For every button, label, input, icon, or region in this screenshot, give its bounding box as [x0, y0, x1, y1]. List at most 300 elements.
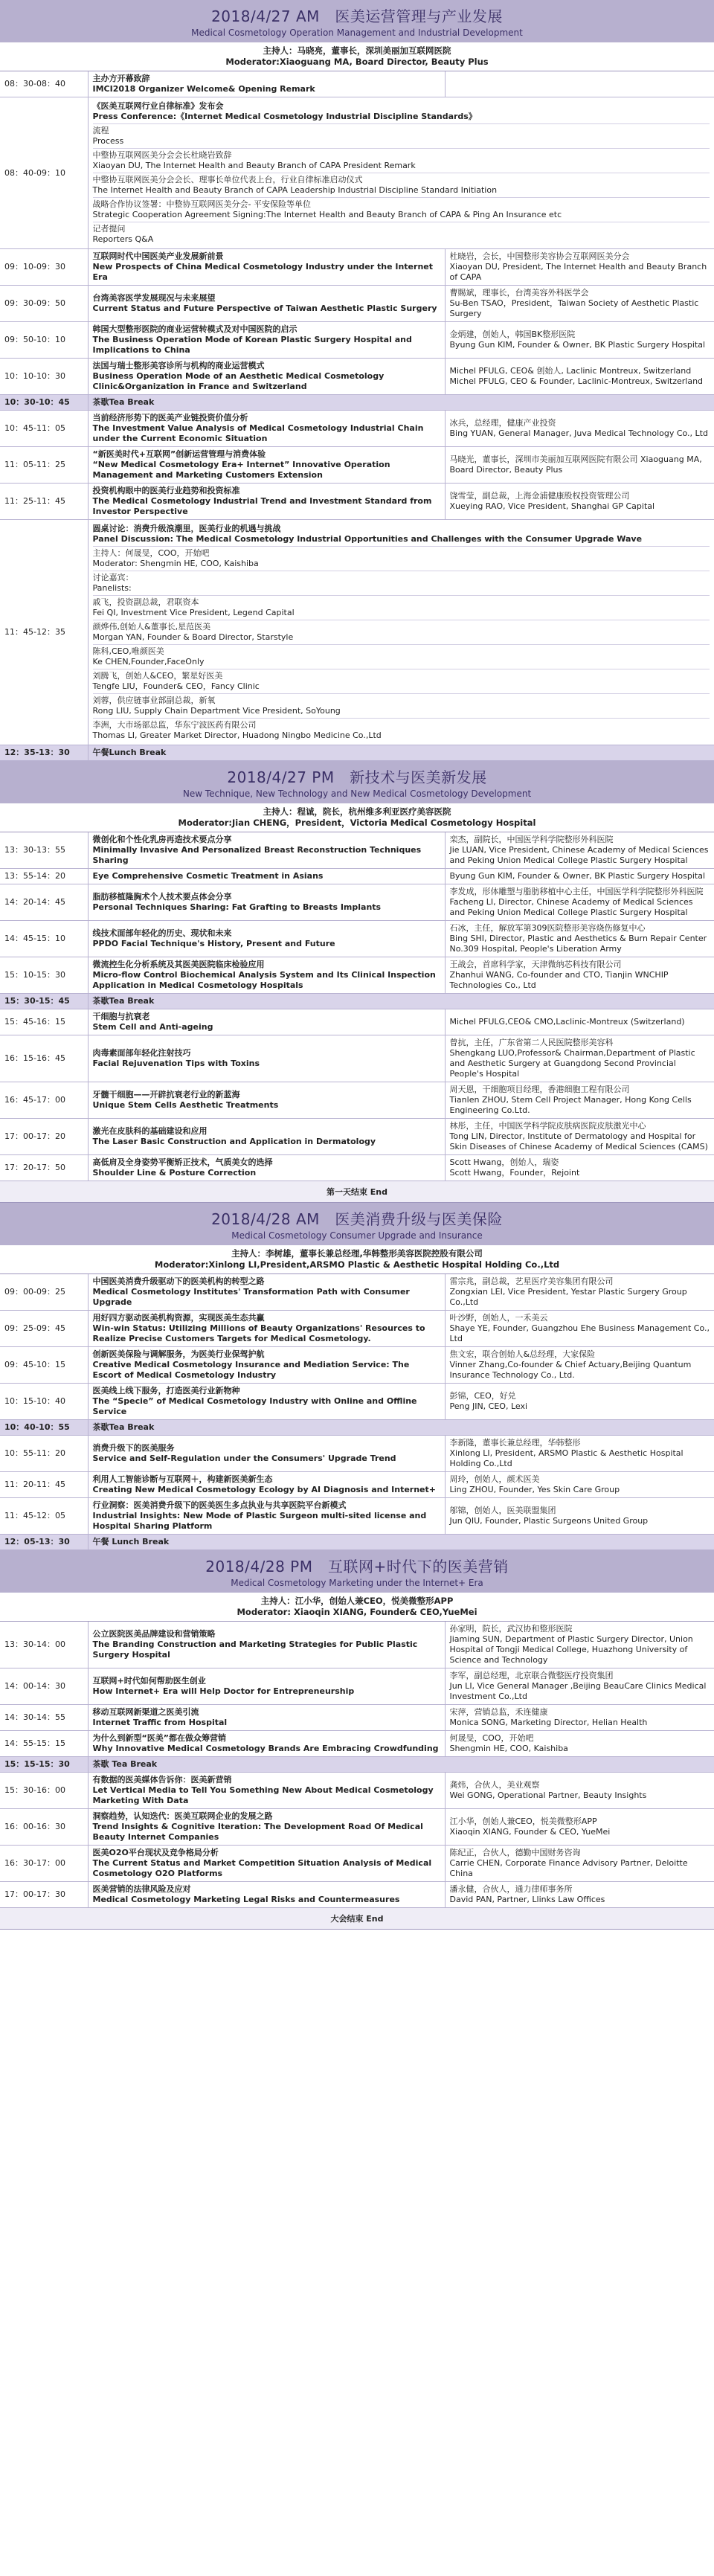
section-subtitle: New Technique, New Technology and New Medical Cosmetology Development — [182, 788, 532, 799]
speaker-line: 李新隆，董事长兼总经理，华韩整形 — [449, 1438, 581, 1448]
topic-line: The Business Operation Mode of Korean Plastic Surgery Hospital and Implications to China — [92, 335, 412, 355]
break-label: 午餐 Lunch Break — [88, 1535, 714, 1550]
topic-line: Personal Techniques Sharing: Fat Grafting to Breasts Implants — [92, 902, 382, 912]
session-speaker — [445, 1082, 714, 1119]
session-row — [0, 884, 714, 921]
topic-line: Business Operation Mode of an Aesthetic Medical Cosmetology Clinic&Organization in France and Switzerland — [92, 371, 385, 391]
session-speaker — [445, 1668, 714, 1705]
session-row — [0, 1274, 714, 1311]
session-row — [0, 411, 714, 447]
sub-item-line: Moderator: Shengmin HE, COO, Kaishiba — [92, 559, 259, 568]
session-topic — [88, 1773, 445, 1809]
speaker-line: Scott Hwang，Founder，Rejoint — [449, 1168, 580, 1178]
speaker-line: Jun LI, Vice General Manager ,Beijing BeauCare Clinics Medical Investment Co.,Ltd — [449, 1681, 707, 1701]
sub-item-line: 中整协互联网医美分会会长、理事长单位代表上台，行业自律标准启动仪式 — [92, 175, 363, 184]
session-topic — [88, 1347, 445, 1384]
topic-line: Medical Cosmetology Institutes' Transformation Path with Consumer Upgrade — [92, 1287, 410, 1307]
sub-item — [93, 149, 710, 173]
session-speaker — [445, 1436, 714, 1472]
session-speaker — [445, 1731, 714, 1757]
speaker-line: 宋萍，营销总监，禾连健康 — [449, 1707, 548, 1717]
time-slot: 15：30-15：45 — [0, 994, 88, 1009]
topic-line: Unique Stem Cells Aesthetic Treatments — [92, 1100, 279, 1110]
topic-line: Industrial Insights: New Mode of Plastic Surgeon multi-sited license and Hospital Sharing Platform — [92, 1511, 427, 1531]
topic-line: 中国医美消费升级驱动下的医美机构的转型之路 — [92, 1276, 265, 1286]
session-row — [0, 286, 714, 322]
speaker-line: Facheng LI, Director, Chinese Academy of Medical Sciences and Peking Union Medical College Plastic Surgery Hospital — [449, 897, 693, 917]
session-speaker — [445, 447, 714, 484]
session-row — [0, 1009, 714, 1035]
session-topic — [88, 1155, 445, 1181]
moderator-row — [0, 803, 714, 832]
speaker-line: Shaye YE, Founder, Guangzhou Ehe Business Management Co., Ltd — [449, 1323, 710, 1343]
session-topic — [88, 1274, 445, 1311]
break-label: 茶歇Tea Break — [88, 994, 714, 1009]
time-slot: 14：20-14：45 — [0, 884, 88, 921]
topic-line: Trend Insights & Cognitive Iteration: The Development Road Of Medical Beauty Internet Companies — [92, 1822, 423, 1842]
speaker-line: 李军，副总经理，北京联合微整医疗投资集团 — [449, 1671, 614, 1680]
time-slot: 14：00-14：30 — [0, 1668, 88, 1705]
break-label: 茶歇 Tea Break — [88, 1757, 714, 1773]
speaker-line: Tianlen ZHOU, Stem Cell Project Manager, Hong Kong Cells Engineering Co.Ltd. — [449, 1095, 692, 1115]
time-slot: 17：00-17：30 — [0, 1882, 88, 1908]
speaker-line: 邬锦，创始人，医美联盟集团 — [449, 1506, 556, 1515]
topic-line: Internet Traffic from Hospital — [92, 1718, 228, 1727]
session-row — [0, 322, 714, 359]
topic-line: Eye Comprehensive Cosmetic Treatment in Asians — [92, 871, 324, 881]
session-speaker — [445, 286, 714, 322]
session-topic — [88, 286, 445, 322]
time-slot: 11：45-12：05 — [0, 1498, 88, 1535]
time-slot: 14：45-15：10 — [0, 921, 88, 957]
sub-item-line: 李洲，大市场部总监，华东宁波医药有限公司 — [92, 720, 257, 730]
session-topic — [88, 1882, 445, 1908]
topic-line: “New Medical Cosmetology Era+ Internet” Innovative Operation Management and Marketing Customers Extension — [92, 460, 390, 480]
speaker-line: 雷宗兆，副总裁，艺星医疗美容集团有限公司 — [449, 1276, 614, 1286]
speaker-line: 杜晓岩，会长，中国整形美容协会互联网医美分会 — [449, 251, 630, 261]
topic-line: 医美O2O平台现状及竞争格局分析 — [92, 1848, 219, 1857]
agenda-section — [0, 1550, 714, 1930]
session-row — [0, 1035, 714, 1082]
session-row — [0, 1119, 714, 1155]
sub-item — [93, 596, 710, 620]
session-speaker — [445, 869, 714, 884]
sub-item — [93, 522, 710, 547]
session-topic — [88, 1705, 445, 1731]
sub-item-line: 刘蓉，供应链事业部副总裁，新氧 — [92, 696, 216, 705]
time-slot: 08：30-08：40 — [0, 71, 88, 97]
session-speaker — [445, 1274, 714, 1311]
speaker-line: Michel PFULG, CEO& 创始人, Laclinic Montreux, Switzerland — [449, 366, 692, 376]
topic-line: Current Status and Future Perspective of Taiwan Aesthetic Plastic Surgery — [92, 303, 437, 313]
moderator-en: Moderator:Jian CHENG，President，Victoria Medical Cosmetology Hospital — [178, 818, 536, 828]
moderator-en: Moderator:Xiaoguang MA, Board Director, Beauty Plus — [225, 57, 489, 67]
time-slot: 15：15-15：30 — [0, 1757, 88, 1773]
session-speaker — [445, 832, 714, 869]
session-topic — [88, 1311, 445, 1347]
agenda-section — [0, 1203, 714, 1550]
topic-line: 牙髓干细胞——开辟抗衰老行业的新蓝海 — [92, 1090, 240, 1099]
speaker-line: 金炳建，创始人，韩国BK整形医院 — [449, 330, 576, 339]
session-row — [0, 1436, 714, 1472]
topic-line: Micro-flow Control Biochemical Analysis System and Its Clinical Inspection Application in Medical Cosmetology Hospitals — [92, 970, 436, 990]
sub-item-line: 讨论嘉宾： — [92, 573, 134, 582]
break-row — [0, 994, 714, 1009]
session-speaker — [445, 957, 714, 994]
section-title: 2018/4/27 AM 医美运营管理与产业发展 — [211, 7, 503, 25]
session-row — [0, 1498, 714, 1535]
break-row — [0, 395, 714, 411]
topic-line: 韩国大型整形医院的商业运营转模式及对中国医院的启示 — [92, 324, 298, 334]
speaker-line: Ling ZHOU, Founder, Yes Skin Care Group — [449, 1485, 620, 1494]
session-row — [0, 1882, 714, 1908]
session-row — [0, 1347, 714, 1384]
session-topic — [88, 1731, 445, 1757]
topic-line: 肉毒素面部年轻化注射技巧 — [92, 1048, 191, 1058]
speaker-line: 孙家明，院长，武汉协和整形医院 — [449, 1624, 573, 1634]
time-slot: 17：00-17：20 — [0, 1119, 88, 1155]
topic-line: 台湾美容医学发展现况与未来展望 — [92, 293, 216, 303]
session-topic — [88, 832, 445, 869]
sub-item-line: Strategic Cooperation Agreement Signing:The Internet Health and Beauty Branch of CAPA & Ping An Insurance etc — [92, 210, 562, 219]
sub-item-line: Ke CHEN,Founder,FaceOnly — [92, 657, 205, 667]
session-topic — [88, 1498, 445, 1535]
time-slot: 13：30-13：55 — [0, 832, 88, 869]
moderator-row — [0, 1593, 714, 1622]
session-speaker — [445, 1035, 714, 1082]
session-topic — [88, 359, 445, 395]
speaker-line: 叶沙野，创始人，一禾美云 — [449, 1313, 548, 1323]
session-speaker — [445, 1882, 714, 1908]
topic-line: 互联网+时代如何帮助医生创业 — [92, 1676, 206, 1686]
section-title: 2018/4/27 PM 新技术与医美新发展 — [227, 768, 487, 786]
session-speaker — [445, 359, 714, 395]
speaker-line: Wei GONG, Operational Partner, Beauty Insights — [449, 1790, 647, 1800]
day-end-label: 第一天结束 End — [0, 1181, 714, 1203]
session-row — [0, 1773, 714, 1809]
topic-line: 移动互联网新渠道之医美引流 — [92, 1707, 199, 1717]
topic-line: 医美线上线下服务，打造医美行业新物种 — [92, 1386, 240, 1395]
time-slot: 17：20-17：50 — [0, 1155, 88, 1181]
time-slot: 16：30-17：00 — [0, 1846, 88, 1882]
time-slot: 14：30-14：55 — [0, 1705, 88, 1731]
speaker-line: 陈纪正，合伙人，德勤中国财务咨询 — [449, 1848, 581, 1857]
session-speaker — [445, 1705, 714, 1731]
time-slot: 15：45-16：15 — [0, 1009, 88, 1035]
speaker-line: Xiaoqin XIANG, Founder & CEO, YueMei — [449, 1827, 611, 1837]
speaker-line: 焦文宏，联合创始人&总经理，大家保险 — [449, 1349, 596, 1359]
speaker-line: 周玲，创始人，颜术医美 — [449, 1474, 540, 1484]
session-speaker — [445, 884, 714, 921]
moderator-en: Moderator:Xinlong LI,President,ARSMO Plastic & Aesthetic Hospital Holding Co.,Ltd — [154, 1259, 560, 1270]
session-speaker — [445, 1773, 714, 1809]
sub-item — [93, 645, 710, 669]
session-topic — [88, 1472, 445, 1498]
speaker-line: 周天恩，干细胞项目经理，香港细胞工程有限公司 — [449, 1085, 630, 1094]
sub-item-line: 戚飞，投资副总裁，君联资本 — [92, 597, 199, 607]
schedule-table — [0, 832, 714, 1181]
topic-line: 为什么到新型“医美”都在做众筹营销 — [92, 1733, 226, 1743]
session-speaker — [445, 921, 714, 957]
time-slot: 10：55-11：20 — [0, 1436, 88, 1472]
sub-item-line: 陈科,CEO,唯颜医美 — [92, 646, 164, 656]
section-subtitle: Medical Cosmetology Consumer Upgrade and Insurance — [231, 1230, 483, 1241]
speaker-line: Zhanhui WANG, Co-founder and CTO, Tianjin WNCHIP Technologies Co., Ltd — [449, 970, 669, 990]
topic-line: The Medical Cosmetology Industrial Trend and Investment Standard from Investor Perspective — [92, 496, 432, 516]
topic-line: 行业洞察：医美消费升级下的医美医生多点执业与共享医院平台新模式 — [92, 1500, 347, 1510]
speaker-line: 石冰，主任，解放军第309医院整形美容烧伤修复中心 — [449, 923, 646, 933]
session-row — [0, 1472, 714, 1498]
section-header — [0, 1203, 714, 1245]
session-speaker — [445, 1119, 714, 1155]
time-slot: 12：35-13：30 — [0, 745, 88, 761]
topic-line: Minimally Invasive And Personalized Breast Reconstruction Techniques Sharing — [92, 845, 422, 865]
topic-line: PPDO Facial Technique's History, Present and Future — [92, 939, 335, 948]
session-topic — [88, 249, 445, 286]
session-speaker — [445, 1311, 714, 1347]
section-header — [0, 0, 714, 42]
sub-item — [93, 620, 710, 645]
sub-item — [93, 669, 710, 694]
sub-item-line: 颜烨伟,创始人&董事长,星范医美 — [92, 622, 211, 632]
speaker-line: Tong LIN, Director, Institute of Dermatology and Hospital for Skin Diseases of Chinese Academy of Medical Sciences (CAMS) — [449, 1131, 708, 1152]
session-topic — [88, 1809, 445, 1846]
moderator-row — [0, 42, 714, 71]
sub-item-line: Thomas LI, Greater Market Director, Huadong Ningbo Medicine Co.,Ltd — [92, 730, 382, 740]
time-slot: 15：10-15：30 — [0, 957, 88, 994]
speaker-line: Carrie CHEN, Corporate Finance Advisory Partner, Deloitte China — [449, 1858, 688, 1878]
session-row — [0, 249, 714, 286]
sub-item-line: Press Conference:《Internet Medical Cosmetology Industrial Discipline Standards》 — [92, 112, 477, 121]
section-title: 2018/4/28 PM 互联网+时代下的医美营销 — [205, 1558, 509, 1576]
speaker-line: Scott Hwang，创始人，瑞姿 — [449, 1157, 559, 1167]
speaker-line: Byung Gun KIM, Founder & Owner, BK Plastic Surgery Hospital — [449, 340, 706, 350]
sub-item-line: Xiaoyan DU, The Internet Health and Beauty Branch of CAPA President Remark — [92, 161, 416, 170]
sub-item-line: Panel Discussion: The Medical Cosmetology Industrial Opportunities and Challenges with the Consumer Upgrade Wave — [92, 534, 643, 544]
time-slot: 09：45-10：15 — [0, 1347, 88, 1384]
session-topic — [88, 71, 445, 97]
speaker-line: 王战会，首席科学家，天津微纳芯科技有限公司 — [449, 960, 622, 969]
speaker-line: Zongxian LEI, Vice President, Yestar Plastic Surgery Group Co.,Ltd — [449, 1287, 687, 1307]
session-row — [0, 1809, 714, 1846]
topic-line: 干细胞与抗衰老 — [92, 1012, 150, 1021]
sub-item-line: 《医美互联网行业自律标准》发布会 — [92, 101, 224, 111]
time-slot: 11：20-11：45 — [0, 1472, 88, 1498]
time-slot: 10：45-11：05 — [0, 411, 88, 447]
time-slot: 10：15-10：40 — [0, 1384, 88, 1420]
break-row — [0, 1535, 714, 1550]
topic-line: Shoulder Line & Posture Correction — [92, 1168, 257, 1178]
topic-line: 消费升级下的医美服务 — [92, 1443, 175, 1453]
topic-line: Why Innovative Medical Cosmetology Brands Are Embracing Crowdfunding — [92, 1744, 439, 1753]
time-slot: 11：25-11：45 — [0, 484, 88, 520]
break-row — [0, 1420, 714, 1436]
session-row — [0, 832, 714, 869]
session-row — [0, 1846, 714, 1882]
time-slot: 13：55-14：20 — [0, 869, 88, 884]
topic-line: Creative Medical Cosmetology Insurance and Mediation Service: The Escort of Medical Cosmetology Industry — [92, 1360, 410, 1380]
session-topic — [88, 869, 445, 884]
time-slot: 10：10-10：30 — [0, 359, 88, 395]
sub-item-line: The Internet Health and Beauty Branch of CAPA Leadership Industrial Discipline Standard Initiation — [92, 185, 498, 195]
time-slot: 09：25-09：45 — [0, 1311, 88, 1347]
topic-line: “新医美时代+互联网”创新运营管理与消费体验 — [92, 449, 266, 459]
session-speaker — [445, 1009, 714, 1035]
section-header — [0, 1550, 714, 1593]
topic-line: 洞察趋势，认知迭代：医美互联网企业的发展之路 — [92, 1811, 273, 1821]
session-speaker — [445, 322, 714, 359]
agenda-section — [0, 0, 714, 761]
sub-item-line: 圆桌讨论：消费升级浪潮里，医美行业的机遇与挑战 — [92, 524, 281, 533]
speaker-line: 曹賜斌，理事长，台湾美容外科医学会 — [449, 288, 589, 298]
session-speaker — [445, 1809, 714, 1846]
time-slot: 16：00-16：30 — [0, 1809, 88, 1846]
topic-line: New Prospects of China Medical Cosmetology Industry under the Internet Era — [92, 262, 433, 282]
session-topic — [88, 484, 445, 520]
speaker-line: Michel PFULG,CEO& CMO,Laclinic-Montreux (Switzerland) — [449, 1017, 685, 1027]
time-slot: 10：40-10：55 — [0, 1420, 88, 1436]
topic-line: 利用人工智能诊断与互联网＋，构建新医美新生态 — [92, 1474, 273, 1484]
session-row — [0, 520, 714, 745]
topic-line: Let Vertical Media to Tell You Something New About Medical Cosmetology Marketing With Data — [92, 1785, 434, 1805]
speaker-line: 潘永健，合伙人，通力律师事务所 — [449, 1884, 573, 1894]
topic-line: The Investment Value Analysis of Medical Cosmetology Industrial Chain under the Current Economic Situation — [92, 423, 424, 443]
speaker-line: Xueying RAO, Vice President, Shanghai GP Capital — [449, 501, 655, 511]
topic-line: 法国与瑞士整形美容诊所与机构的商业运营模式 — [92, 361, 265, 370]
speaker-line: 栾杰，副院长，中国医学科学院整形外科医院 — [449, 835, 614, 844]
session-speaker — [445, 1622, 714, 1668]
session-topic — [88, 884, 445, 921]
day-end-label: 大会结束 End — [0, 1908, 714, 1930]
session-row — [0, 1311, 714, 1347]
session-speaker — [445, 249, 714, 286]
session-topic — [88, 1668, 445, 1705]
topic-line: Facial Rejuvenation Tips with Toxins — [92, 1059, 260, 1068]
topic-line: The Laser Basic Construction and Application in Dermatology — [92, 1137, 376, 1146]
speaker-line: 龚炜，合伙人，美业观察 — [449, 1780, 540, 1790]
session-topic — [88, 1846, 445, 1882]
speaker-line: 冰兵，总经理，健康产业投资 — [449, 418, 556, 428]
session-row — [0, 1155, 714, 1181]
time-slot: 15：30-16：00 — [0, 1773, 88, 1809]
session-row — [0, 869, 714, 884]
session-topic — [88, 520, 714, 745]
session-row — [0, 1731, 714, 1757]
time-slot: 08：40-09：10 — [0, 97, 88, 249]
session-row — [0, 97, 714, 249]
session-topic — [88, 1009, 445, 1035]
speaker-line: David PAN, Partner, Llinks Law Offices — [449, 1895, 605, 1904]
moderator-cn: 主持人：江小华，创始人兼CEO，悦美微整形APP — [260, 1596, 454, 1606]
speaker-line: Xiaoyan DU, President, The Internet Health and Beauty Branch of CAPA — [449, 262, 707, 282]
speaker-line: 江小华，创始人兼CEO，悦美微整形APP — [449, 1817, 597, 1826]
session-topic — [88, 322, 445, 359]
session-speaker — [445, 1846, 714, 1882]
topic-line: Win-win Status: Utilizing Millions of Beauty Organizations' Resources to Realize Precise Customers Targets for Medical Cosmetology. — [92, 1323, 425, 1343]
sub-item-line: 记者提问 — [92, 224, 126, 234]
speaker-line: Bing YUAN, General Manager, Juva Medical Technology Co., Ltd — [449, 428, 708, 438]
topic-line: The Branding Construction and Marketing Strategies for Public Plastic Surgery Hospital — [92, 1639, 418, 1660]
speaker-line: 林彤，主任，中国医学科学院皮肤病医院皮肤激光中心 — [449, 1121, 646, 1131]
break-label: 午餐Lunch Break — [88, 745, 714, 761]
topic-line: Creating New Medical Cosmetology Ecology by AI Diagnosis and Internet+ — [92, 1485, 436, 1494]
sub-item-line: 刘腾飞，创始人&CEO，繁星好医美 — [92, 671, 223, 681]
session-speaker — [445, 411, 714, 447]
moderator-row — [0, 1245, 714, 1274]
speaker-line: Jun QIU, Founder, Plastic Surgeons United Group — [449, 1516, 649, 1526]
topic-line: Stem Cell and Anti-ageing — [92, 1022, 213, 1032]
schedule-table — [0, 1622, 714, 1908]
session-topic — [88, 1119, 445, 1155]
time-slot: 13：30-14：00 — [0, 1622, 88, 1668]
sub-item-line: Morgan YAN, Founder & Board Director, Starstyle — [92, 632, 294, 642]
sub-item-line: 流程 — [92, 126, 109, 135]
topic-line: 创新医美保险与调解服务，为医美行业保驾护航 — [92, 1349, 265, 1359]
moderator-en: Moderator: Xiaoqin XIANG, Founder& CEO,YueMei — [237, 1607, 477, 1617]
sub-item — [93, 719, 710, 742]
time-slot: 16：45-17：00 — [0, 1082, 88, 1119]
sub-item — [93, 173, 710, 198]
time-slot: 09：30-09：50 — [0, 286, 88, 322]
speaker-line: Bing SHI, Director, Plastic and Aesthetics & Burn Repair Center No.309 Hospital, People's Liberation Army — [449, 934, 707, 954]
sub-item-line: Panelists: — [92, 583, 132, 593]
moderator-cn: 主持人：程诚，院长，杭州维多利亚医疗美容医院 — [263, 806, 451, 817]
speaker-line: Jiaming SUN, Department of Plastic Surgery Director, Union Hospital of Tongji Medical College, Huazhong University of Science and Technology — [449, 1634, 693, 1665]
sub-item-line: Reporters Q&A — [92, 234, 154, 244]
topic-line: Service and Self-Regulation under the Consumers' Upgrade Trend — [92, 1454, 396, 1463]
speaker-line: Peng JIN, CEO, Lexi — [449, 1401, 528, 1411]
schedule-table — [0, 1274, 714, 1550]
time-slot: 09：50-10：10 — [0, 322, 88, 359]
speaker-line: 李发成，形体雕塑与脂肪移植中心主任，中国医学科学院整形外科医院 — [449, 887, 704, 896]
time-slot: 16：15-16：45 — [0, 1035, 88, 1082]
session-row — [0, 921, 714, 957]
session-speaker — [445, 484, 714, 520]
session-row — [0, 71, 714, 97]
session-row — [0, 484, 714, 520]
speaker-line: Shengkang LUO,Professor& Chairman,Department of Plastic and Aesthetic Surgery at Guangdong Second Provincial People's Hospital — [449, 1048, 695, 1079]
time-slot: 12：05-13：30 — [0, 1535, 88, 1550]
speaker-line: 饶雪莹，副总裁，上海金浦健康股权投资管理公司 — [449, 491, 630, 501]
session-speaker — [445, 1472, 714, 1498]
session-topic — [88, 1035, 445, 1082]
session-topic — [88, 447, 445, 484]
speaker-line: Monica SONG, Marketing Director, Helian Health — [449, 1718, 648, 1727]
speaker-line: 何晟旻，COO，开始吧 — [449, 1733, 534, 1743]
sub-item-line: 中整协互联网医美分会会长杜晓岩致辞 — [92, 150, 232, 160]
session-topic — [88, 97, 714, 249]
moderator-cn: 主持人：马晓亮，董事长，深圳美丽加互联网医院 — [263, 45, 451, 56]
session-speaker — [445, 1155, 714, 1181]
sub-item — [93, 571, 710, 596]
sub-item — [93, 100, 710, 124]
session-speaker — [445, 1384, 714, 1420]
speaker-line: 马晓光，董事长，深圳市美丽加互联网医院有限公司 Xiaoguang MA, — [449, 455, 702, 464]
session-row — [0, 447, 714, 484]
sub-item — [93, 198, 710, 222]
session-speaker — [445, 1498, 714, 1535]
session-topic — [88, 1436, 445, 1472]
topic-line: 主办方开幕致辞 — [92, 74, 150, 83]
break-label: 茶歇Tea Break — [88, 395, 714, 411]
time-slot: 11：45-12：35 — [0, 520, 88, 745]
break-row — [0, 745, 714, 761]
session-topic — [88, 957, 445, 994]
section-title: 2018/4/28 AM 医美消费升级与医美保险 — [211, 1210, 503, 1228]
sub-item — [93, 694, 710, 719]
session-speaker — [445, 71, 714, 97]
schedule-table — [0, 71, 714, 761]
